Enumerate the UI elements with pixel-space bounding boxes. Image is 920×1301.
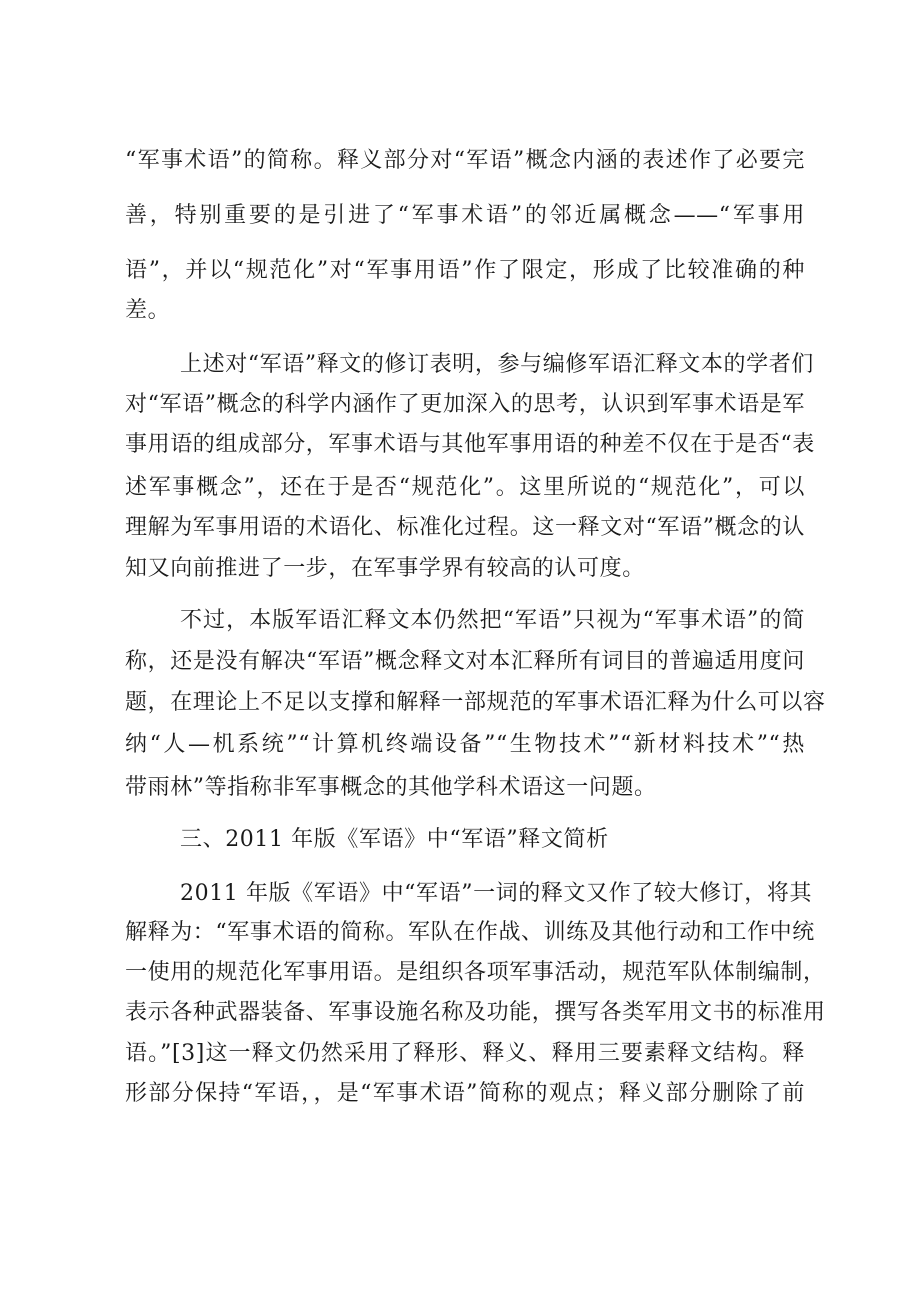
text-line-14: 纳“人—机系统”“计算机终端设备”“生物技术”“新材料技术”“热	[125, 732, 805, 757]
text-line-7: 事用语的组成部分，军事术语与其他军事用语的种差不仅在于是否“表	[125, 432, 815, 457]
text-line-3: 语”，并以“规范化”对“军事用语”作了限定，形成了比较准确的种	[125, 258, 805, 283]
text-line-12: 称，还是没有解决“军语”概念释文对本汇释所有词目的普遍适用度问	[125, 649, 805, 674]
text-line-15: 带雨林”等指称非军事概念的其他学科术语这一问题。	[125, 775, 657, 800]
text-line-17: 2011 年版《军语》中“军语”一词的释文又作了较大修订，将其	[180, 881, 813, 906]
text-line-19: 一使用的规范化军事用语。是组织各项军事活动，规范军队体制编制，	[125, 960, 826, 985]
text-line-21: 语。”[3]这一释文仍然采用了释形、释义、释用三要素释文结构。释	[125, 1041, 805, 1066]
text-line-10: 知又向前推进了一步，在军事学界有较高的认可度。	[125, 556, 645, 581]
text-line-9: 理解为军事用语的术语化、标准化过程。这一释文对“军语”概念的认	[125, 515, 805, 540]
text-line-5: 上述对“军语”释文的修订表明，参与编修军语汇释文本的学者们	[180, 352, 814, 377]
section-heading: 三、2011 年版《军语》中“军语”释文简析	[180, 827, 609, 852]
text-line-22: 形部分保持“军语，，是“军事术语”简称的观点；释义部分删除了前	[125, 1081, 805, 1106]
text-line-13: 题，在理论上不足以支撑和解释一部规范的军事术语汇释为什么可以容	[125, 690, 826, 715]
text-line-18: 解释为：“军事术语的简称。军队在作战、训练及其他行动和工作中统	[125, 920, 815, 945]
text-line-4: 差。	[125, 298, 171, 323]
text-line-6: 对“军语”概念的科学内涵作了更加深入的思考，认识到军事术语是军	[125, 392, 805, 417]
text-line-11: 不过，本版军语汇释文本仍然把“军语”只视为“军事术语”的简	[180, 608, 805, 633]
text-line-8: 述军事概念”，还在于是否“规范化”。这里所说的“规范化”，可以	[125, 475, 805, 500]
text-line-2: 善，特别重要的是引进了“军事术语”的邻近属概念——“军事用	[125, 203, 805, 228]
text-line-1: “军事术语”的简称。释义部分对“军语”概念内涵的表述作了必要完	[125, 148, 805, 173]
text-line-20: 表示各种武器装备、军事设施名称及功能，撰写各类军用文书的标准用	[125, 1000, 826, 1025]
